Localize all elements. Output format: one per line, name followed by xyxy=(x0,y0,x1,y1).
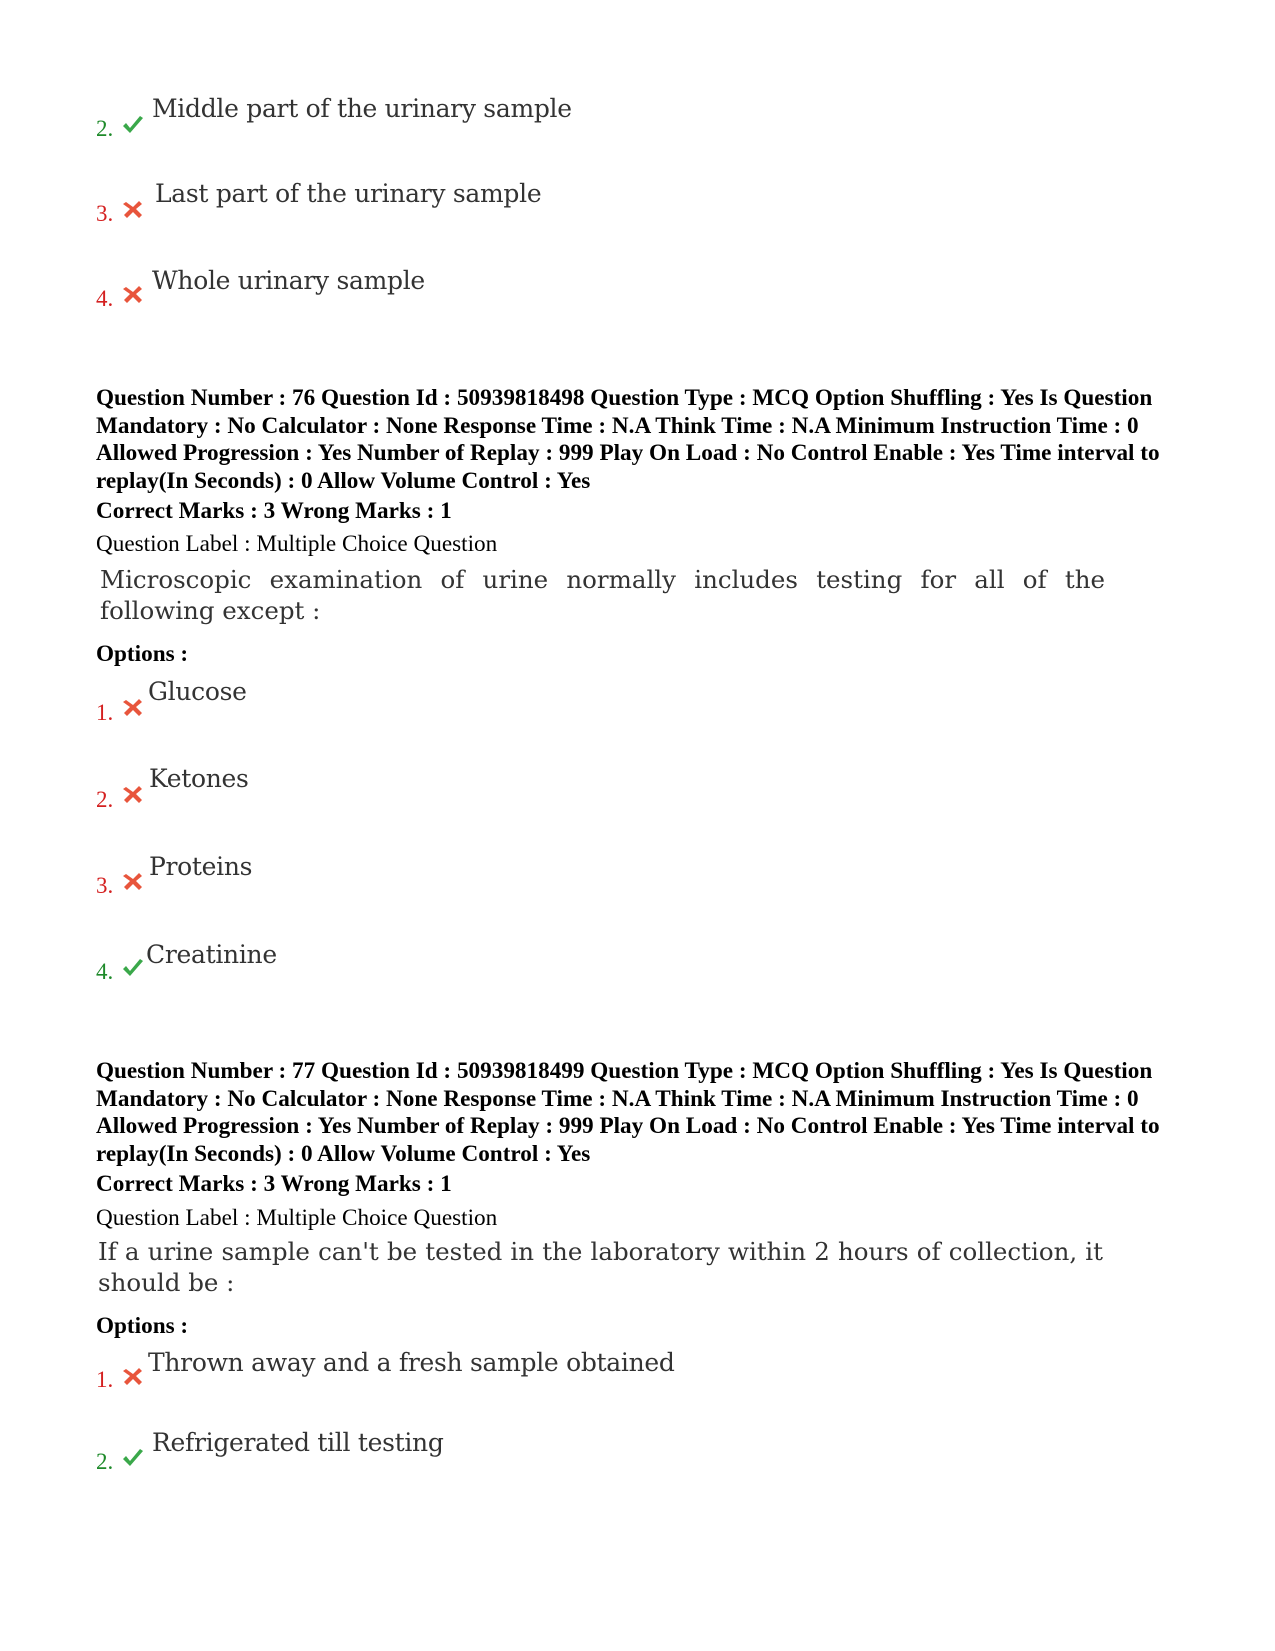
cross-icon xyxy=(121,283,145,305)
option-number: 4. xyxy=(96,959,114,984)
option-text: Middle part of the urinary sample xyxy=(152,94,572,123)
option-text: Thrown away and a fresh sample obtained xyxy=(148,1348,675,1377)
prev-option-4 xyxy=(96,264,996,324)
q76-option-1 xyxy=(96,676,996,736)
q76-option-3 xyxy=(96,851,996,911)
q77-option-1 xyxy=(96,1347,996,1407)
q76-marks: Correct Marks : 3 Wrong Marks : 1 xyxy=(96,498,452,524)
option-text: Glucose xyxy=(148,677,247,706)
option-text: Creatinine xyxy=(146,940,277,969)
q76-option-4 xyxy=(96,939,996,999)
prev-option-3 xyxy=(96,177,996,237)
cross-icon xyxy=(121,198,145,220)
option-number: 1. xyxy=(96,1367,114,1392)
option-number: 2. xyxy=(96,787,114,812)
cross-icon xyxy=(121,1365,145,1387)
option-number: 4. xyxy=(96,286,114,311)
option-number: 1. xyxy=(96,700,114,725)
cross-icon xyxy=(121,783,145,805)
option-text: Refrigerated till testing xyxy=(152,1428,444,1457)
prev-option-2 xyxy=(96,92,996,152)
q76-label: Question Label : Multiple Choice Question xyxy=(96,531,498,557)
q77-question-text: If a urine sample can't be tested in the laboratory within 2 hours of collection, it should be : xyxy=(98,1237,1103,1297)
q76-meta: Question Number : 76 Question Id : 50939818498 Question Type : MCQ Option Shuffling : Yes Is Question Mandatory : No Calculator : None Response Time : N.A Think Time : N.A Minimum Instruction Time : 0 Allowed Progression : Yes Number of Replay : 999 Play On Load : No Control Enable : Yes Time interval to replay(In Seconds) : 0 Allow Volume Control : Yes xyxy=(96,385,1160,494)
q76-options-header: Options : xyxy=(96,641,189,667)
cross-icon xyxy=(121,696,145,718)
q76-question-text: Microscopic examination of urine normally includes testing for all of the following except : xyxy=(100,565,1105,625)
cross-icon xyxy=(121,870,145,892)
option-text: Ketones xyxy=(149,764,249,793)
check-icon xyxy=(121,1447,145,1469)
q77-marks: Correct Marks : 3 Wrong Marks : 1 xyxy=(96,1171,452,1197)
q77-label: Question Label : Multiple Choice Question xyxy=(96,1205,498,1231)
option-number: 3. xyxy=(96,873,114,898)
check-icon xyxy=(121,957,145,979)
q77-options-header: Options : xyxy=(96,1313,189,1339)
q76-option-2 xyxy=(96,763,996,823)
q77-option-2 xyxy=(96,1427,996,1487)
option-text: Last part of the urinary sample xyxy=(155,179,542,208)
option-text: Whole urinary sample xyxy=(152,266,425,295)
q77-meta: Question Number : 77 Question Id : 50939818499 Question Type : MCQ Option Shuffling : Yes Is Question Mandatory : No Calculator : None Response Time : N.A Think Time : N.A Minimum Instruction Time : 0 Allowed Progression : Yes Number of Replay : 999 Play On Load : No Control Enable : Yes Time interval to replay(In Seconds) : 0 Allow Volume Control : Yes xyxy=(96,1058,1160,1167)
check-icon xyxy=(121,114,145,136)
option-number: 2. xyxy=(96,1449,114,1474)
option-text: Proteins xyxy=(149,852,253,881)
option-number: 2. xyxy=(96,116,114,141)
option-number: 3. xyxy=(96,201,114,226)
